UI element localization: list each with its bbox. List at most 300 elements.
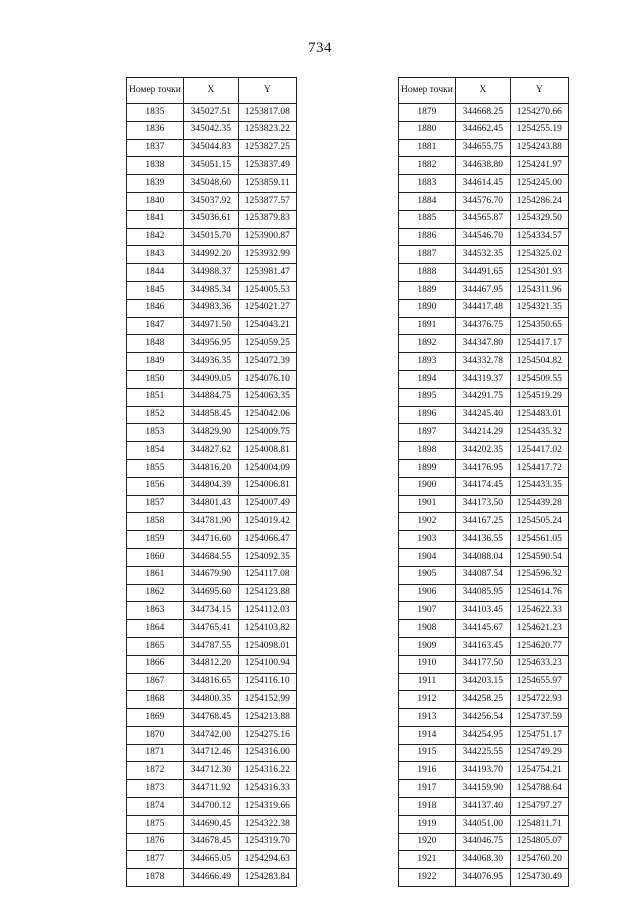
cell-point-number: 1852 (127, 406, 184, 424)
cell-x: 344734.15 (183, 602, 238, 620)
cell-y: 1254590.54 (510, 548, 568, 566)
cell-point-number: 1846 (127, 299, 184, 317)
cell-x: 345051.15 (183, 157, 238, 175)
cell-x: 344376.75 (455, 317, 510, 335)
cell-point-number: 1906 (399, 584, 456, 602)
cell-x: 344291.75 (455, 388, 510, 406)
header-point-number: Номер точки (127, 78, 184, 104)
cell-y: 1254417.02 (510, 442, 568, 460)
cell-x: 344800.35 (183, 691, 238, 709)
cell-point-number: 1883 (399, 175, 456, 193)
header-x: X (183, 78, 238, 104)
cell-y: 1254334.57 (510, 228, 568, 246)
cell-y: 1254620.77 (510, 637, 568, 655)
table-row (399, 228, 569, 246)
cell-x: 344804.39 (183, 477, 238, 495)
cell-x: 344781.90 (183, 513, 238, 531)
cell-y: 1253817.08 (238, 104, 296, 122)
cell-point-number: 1873 (127, 780, 184, 798)
cell-y: 1254008.81 (238, 442, 296, 460)
table-row (127, 353, 297, 371)
cell-point-number: 1839 (127, 175, 184, 193)
cell-point-number: 1874 (127, 798, 184, 816)
coordinates-table-right (398, 77, 569, 887)
cell-x: 345048.60 (183, 175, 238, 193)
table-row (127, 406, 297, 424)
cell-point-number: 1913 (399, 709, 456, 727)
cell-point-number: 1911 (399, 673, 456, 691)
cell-y: 1254009.75 (238, 424, 296, 442)
cell-point-number: 1888 (399, 264, 456, 282)
cell-point-number: 1853 (127, 424, 184, 442)
cell-x: 344711.92 (183, 780, 238, 798)
cell-y: 1253827.25 (238, 139, 296, 157)
cell-y: 1254301.93 (510, 264, 568, 282)
cell-y: 1254722.93 (510, 691, 568, 709)
cell-y: 1254270.66 (510, 104, 568, 122)
cell-x: 344971.50 (183, 317, 238, 335)
table-row (399, 353, 569, 371)
cell-y: 1254730.49 (510, 869, 568, 887)
table-row (399, 281, 569, 299)
cell-y: 1254319.66 (238, 798, 296, 816)
cell-x: 344467.95 (455, 281, 510, 299)
cell-x: 344193.70 (455, 762, 510, 780)
cell-x: 344046.75 (455, 833, 510, 851)
cell-x: 344087.54 (455, 566, 510, 584)
table-row (127, 655, 297, 673)
cell-point-number: 1889 (399, 281, 456, 299)
cell-point-number: 1892 (399, 335, 456, 353)
cell-point-number: 1864 (127, 620, 184, 638)
cell-y: 1253900.87 (238, 228, 296, 246)
table-row (399, 531, 569, 549)
cell-x: 344765.41 (183, 620, 238, 638)
cell-y: 1254519.29 (510, 388, 568, 406)
cell-y: 1254123.88 (238, 584, 296, 602)
cell-point-number: 1838 (127, 157, 184, 175)
cell-y: 1254311.96 (510, 281, 568, 299)
table-row (399, 210, 569, 228)
cell-point-number: 1848 (127, 335, 184, 353)
table-row (399, 762, 569, 780)
cell-y: 1254275.16 (238, 726, 296, 744)
cell-y: 1254788.64 (510, 780, 568, 798)
cell-y: 1254435.32 (510, 424, 568, 442)
table-row (127, 299, 297, 317)
cell-point-number: 1872 (127, 762, 184, 780)
cell-x: 344655.75 (455, 139, 510, 157)
cell-point-number: 1891 (399, 317, 456, 335)
table-row (127, 246, 297, 264)
cell-x: 344827.62 (183, 442, 238, 460)
cell-y: 1254561.05 (510, 531, 568, 549)
cell-x: 344614.45 (455, 175, 510, 193)
cell-x: 344167.25 (455, 513, 510, 531)
table-row (399, 406, 569, 424)
cell-y: 1253859.11 (238, 175, 296, 193)
table-row (127, 335, 297, 353)
cell-point-number: 1904 (399, 548, 456, 566)
cell-point-number: 1836 (127, 121, 184, 139)
cell-x: 344829.90 (183, 424, 238, 442)
cell-point-number: 1850 (127, 370, 184, 388)
header-point-number: Номер точки (399, 78, 456, 104)
cell-y: 1254004.09 (238, 459, 296, 477)
table-row (127, 459, 297, 477)
cell-point-number: 1898 (399, 442, 456, 460)
cell-y: 1254286.24 (510, 192, 568, 210)
cell-x: 344858.45 (183, 406, 238, 424)
cell-point-number: 1837 (127, 139, 184, 157)
table-row (127, 477, 297, 495)
cell-point-number: 1879 (399, 104, 456, 122)
cell-x: 344145.67 (455, 620, 510, 638)
cell-point-number: 1860 (127, 548, 184, 566)
table-row (127, 673, 297, 691)
table-row (399, 157, 569, 175)
cell-x: 344256.54 (455, 709, 510, 727)
cell-y: 1254316.33 (238, 780, 296, 798)
cell-x: 344787.55 (183, 637, 238, 655)
cell-point-number: 1893 (399, 353, 456, 371)
cell-y: 1254321.35 (510, 299, 568, 317)
table-row (127, 424, 297, 442)
cell-y: 1253837.49 (238, 157, 296, 175)
cell-y: 1254749.29 (510, 744, 568, 762)
cell-y: 1254092.35 (238, 548, 296, 566)
cell-y: 1254322.38 (238, 815, 296, 833)
table-row (399, 424, 569, 442)
cell-y: 1254504.82 (510, 353, 568, 371)
table-row (127, 388, 297, 406)
cell-y: 1254614.76 (510, 584, 568, 602)
cell-x: 344695.60 (183, 584, 238, 602)
cell-x: 344417.48 (455, 299, 510, 317)
table-row (399, 691, 569, 709)
cell-x: 344565.87 (455, 210, 510, 228)
cell-y: 1254655.97 (510, 673, 568, 691)
cell-point-number: 1890 (399, 299, 456, 317)
cell-point-number: 1900 (399, 477, 456, 495)
cell-y: 1254760.20 (510, 851, 568, 869)
cell-y: 1254100.94 (238, 655, 296, 673)
cell-y: 1254043.21 (238, 317, 296, 335)
cell-point-number: 1915 (399, 744, 456, 762)
table-row (399, 477, 569, 495)
table-row (127, 157, 297, 175)
cell-x: 344665.05 (183, 851, 238, 869)
cell-x: 344983.36 (183, 299, 238, 317)
cell-y: 1254811.71 (510, 815, 568, 833)
cell-y: 1254103.82 (238, 620, 296, 638)
table-row (127, 370, 297, 388)
cell-point-number: 1851 (127, 388, 184, 406)
cell-y: 1254241.97 (510, 157, 568, 175)
cell-x: 344985.34 (183, 281, 238, 299)
cell-x: 344576.70 (455, 192, 510, 210)
cell-y: 1254007.49 (238, 495, 296, 513)
cell-x: 344068.30 (455, 851, 510, 869)
table-row (399, 798, 569, 816)
cell-point-number: 1842 (127, 228, 184, 246)
table-row (127, 709, 297, 727)
cell-x: 344214.29 (455, 424, 510, 442)
cell-y: 1254754.21 (510, 762, 568, 780)
cell-y: 1254152.99 (238, 691, 296, 709)
cell-x: 344163.45 (455, 637, 510, 655)
cell-point-number: 1896 (399, 406, 456, 424)
cell-point-number: 1868 (127, 691, 184, 709)
table-row (399, 299, 569, 317)
cell-x: 344679.90 (183, 566, 238, 584)
cell-x: 344909.05 (183, 370, 238, 388)
cell-x: 345015.70 (183, 228, 238, 246)
cell-x: 344319.37 (455, 370, 510, 388)
cell-x: 344136.55 (455, 531, 510, 549)
coordinates-table-left (126, 77, 297, 887)
table-row (399, 673, 569, 691)
cell-y: 1253981.47 (238, 264, 296, 282)
cell-x: 344638.80 (455, 157, 510, 175)
cell-y: 1254076.10 (238, 370, 296, 388)
cell-point-number: 1921 (399, 851, 456, 869)
cell-y: 1254243.88 (510, 139, 568, 157)
cell-point-number: 1844 (127, 264, 184, 282)
cell-point-number: 1909 (399, 637, 456, 655)
cell-x: 344085.95 (455, 584, 510, 602)
table-row (399, 459, 569, 477)
cell-x: 344742.00 (183, 726, 238, 744)
cell-y: 1254621.23 (510, 620, 568, 638)
cell-point-number: 1897 (399, 424, 456, 442)
cell-x: 344956.95 (183, 335, 238, 353)
cell-point-number: 1856 (127, 477, 184, 495)
cell-point-number: 1884 (399, 192, 456, 210)
cell-point-number: 1920 (399, 833, 456, 851)
cell-y: 1254005.53 (238, 281, 296, 299)
table-row (127, 833, 297, 851)
cell-point-number: 1863 (127, 602, 184, 620)
cell-y: 1254042.06 (238, 406, 296, 424)
cell-point-number: 1919 (399, 815, 456, 833)
table-row (127, 192, 297, 210)
cell-x: 344258.25 (455, 691, 510, 709)
cell-point-number: 1869 (127, 709, 184, 727)
cell-y: 1254417.72 (510, 459, 568, 477)
cell-x: 344816.65 (183, 673, 238, 691)
cell-y: 1254329.50 (510, 210, 568, 228)
cell-x: 345042.35 (183, 121, 238, 139)
cell-y: 1253877.57 (238, 192, 296, 210)
table-row (127, 762, 297, 780)
table-row (127, 637, 297, 655)
cell-y: 1254483.01 (510, 406, 568, 424)
cell-point-number: 1878 (127, 869, 184, 887)
cell-y: 1254751.17 (510, 726, 568, 744)
cell-point-number: 1859 (127, 531, 184, 549)
cell-point-number: 1899 (399, 459, 456, 477)
cell-y: 1254117.08 (238, 566, 296, 584)
cell-point-number: 1914 (399, 726, 456, 744)
cell-x: 344768.45 (183, 709, 238, 727)
table-row (127, 780, 297, 798)
cell-point-number: 1843 (127, 246, 184, 264)
table-row (127, 317, 297, 335)
table-row (399, 584, 569, 602)
cell-point-number: 1903 (399, 531, 456, 549)
cell-y: 1254063.35 (238, 388, 296, 406)
cell-y: 1253823.22 (238, 121, 296, 139)
cell-y: 1254633.23 (510, 655, 568, 673)
table-row (399, 815, 569, 833)
table-row (399, 104, 569, 122)
cell-point-number: 1876 (127, 833, 184, 851)
cell-x: 344137.40 (455, 798, 510, 816)
table-header-row (399, 78, 569, 104)
cell-y: 1254072.39 (238, 353, 296, 371)
cell-point-number: 1855 (127, 459, 184, 477)
table-row (127, 495, 297, 513)
cell-x: 344546.70 (455, 228, 510, 246)
cell-point-number: 1871 (127, 744, 184, 762)
header-y: Y (510, 78, 568, 104)
cell-x: 344936.35 (183, 353, 238, 371)
cell-x: 344174.45 (455, 477, 510, 495)
header-x: X (455, 78, 510, 104)
cell-point-number: 1907 (399, 602, 456, 620)
cell-x: 344992.20 (183, 246, 238, 264)
cell-x: 345044.83 (183, 139, 238, 157)
table-row (127, 513, 297, 531)
cell-point-number: 1840 (127, 192, 184, 210)
cell-y: 1254294.63 (238, 851, 296, 869)
cell-y: 1254245.00 (510, 175, 568, 193)
table-row (399, 264, 569, 282)
cell-x: 344202.35 (455, 442, 510, 460)
cell-point-number: 1867 (127, 673, 184, 691)
table-row (127, 584, 297, 602)
cell-y: 1254622.33 (510, 602, 568, 620)
cell-x: 344491.65 (455, 264, 510, 282)
table-row (127, 442, 297, 460)
table-row (127, 869, 297, 887)
table-row (399, 833, 569, 851)
cell-point-number: 1854 (127, 442, 184, 460)
cell-y: 1254098.01 (238, 637, 296, 655)
cell-point-number: 1835 (127, 104, 184, 122)
cell-point-number: 1847 (127, 317, 184, 335)
table-row (399, 548, 569, 566)
cell-y: 1254021.27 (238, 299, 296, 317)
cell-y: 1253879.83 (238, 210, 296, 228)
table-row (127, 726, 297, 744)
cell-y: 1254006.81 (238, 477, 296, 495)
cell-x: 344678.45 (183, 833, 238, 851)
cell-x: 344051.00 (455, 815, 510, 833)
cell-y: 1254059.25 (238, 335, 296, 353)
cell-x: 344076.95 (455, 869, 510, 887)
cell-x: 344712.30 (183, 762, 238, 780)
table-row (399, 317, 569, 335)
cell-x: 345037.92 (183, 192, 238, 210)
page-number: 734 (308, 40, 332, 56)
cell-point-number: 1887 (399, 246, 456, 264)
cell-point-number: 1894 (399, 370, 456, 388)
cell-x: 344176.95 (455, 459, 510, 477)
table-row (399, 192, 569, 210)
table-row (399, 709, 569, 727)
cell-y: 1254316.00 (238, 744, 296, 762)
table-row (127, 691, 297, 709)
table-row (127, 175, 297, 193)
cell-x: 344532.35 (455, 246, 510, 264)
cell-point-number: 1866 (127, 655, 184, 673)
cell-y: 1254737.59 (510, 709, 568, 727)
cell-y: 1254596.32 (510, 566, 568, 584)
table-row (127, 264, 297, 282)
table-row (127, 566, 297, 584)
table-row (399, 780, 569, 798)
cell-point-number: 1877 (127, 851, 184, 869)
table-row (399, 388, 569, 406)
table-row (399, 566, 569, 584)
table-row (127, 139, 297, 157)
cell-y: 1254505.24 (510, 513, 568, 531)
cell-y: 1254112.03 (238, 602, 296, 620)
cell-point-number: 1841 (127, 210, 184, 228)
cell-x: 344988.37 (183, 264, 238, 282)
cell-x: 344690.45 (183, 815, 238, 833)
cell-x: 344225.55 (455, 744, 510, 762)
cell-y: 1254439.28 (510, 495, 568, 513)
cell-point-number: 1905 (399, 566, 456, 584)
cell-point-number: 1916 (399, 762, 456, 780)
cell-point-number: 1862 (127, 584, 184, 602)
cell-x: 344801.43 (183, 495, 238, 513)
cell-y: 1254066.47 (238, 531, 296, 549)
cell-x: 344716.60 (183, 531, 238, 549)
cell-point-number: 1875 (127, 815, 184, 833)
table-row (399, 851, 569, 869)
cell-point-number: 1908 (399, 620, 456, 638)
cell-x: 344159.90 (455, 780, 510, 798)
table-row (127, 620, 297, 638)
cell-y: 1254255.19 (510, 121, 568, 139)
cell-point-number: 1886 (399, 228, 456, 246)
cell-x: 344173.50 (455, 495, 510, 513)
cell-point-number: 1885 (399, 210, 456, 228)
cell-point-number: 1902 (399, 513, 456, 531)
table-row (399, 335, 569, 353)
cell-point-number: 1881 (399, 139, 456, 157)
table-row (127, 281, 297, 299)
table-row (399, 175, 569, 193)
cell-x: 344666.49 (183, 869, 238, 887)
table-row (399, 370, 569, 388)
cell-point-number: 1882 (399, 157, 456, 175)
table-row (127, 228, 297, 246)
cell-x: 344662.45 (455, 121, 510, 139)
table-row (127, 121, 297, 139)
cell-point-number: 1857 (127, 495, 184, 513)
table-row (399, 869, 569, 887)
cell-point-number: 1918 (399, 798, 456, 816)
header-y: Y (238, 78, 296, 104)
cell-x: 344254.95 (455, 726, 510, 744)
table-row (127, 798, 297, 816)
table-header-row (127, 78, 297, 104)
